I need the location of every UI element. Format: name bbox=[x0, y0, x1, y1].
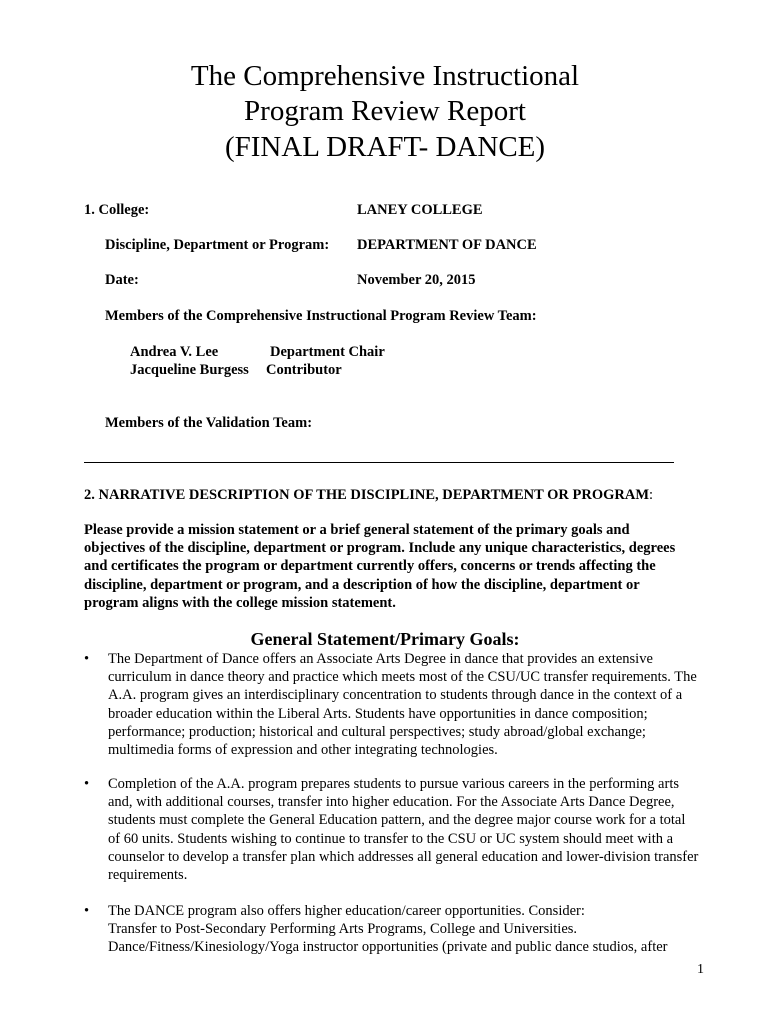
list-item-line: The DANCE program also offers higher education/career opportunities. Consider: bbox=[108, 903, 585, 919]
discipline-value: DEPARTMENT OF DANCE bbox=[357, 237, 537, 253]
section-2-heading-colon: : bbox=[649, 487, 654, 503]
member-name: Jacqueline Burgess bbox=[130, 362, 249, 378]
report-title-line-3: (FINAL DRAFT- DANCE) bbox=[224, 131, 546, 163]
discipline-label: Discipline, Department or Program: bbox=[105, 237, 330, 253]
list-item-text: The Department of Dance offers an Associate Arts Degree in dance that provides an extensive curriculum in dance theory and practice which meets most of the CSU/UC transfer requirements. The A.A. program gives an interdisciplinary concentration to students through dance in the context of a broader education within the Liberal Arts. Students have opportunities in dance composition; performance; production; historical and cultural perspectives; study abroad/global exchange; multimedia forms of expression and other integrating technologies. bbox=[108, 651, 697, 759]
general-statement-heading: General Statement/Primary Goals: bbox=[250, 629, 520, 649]
member-role: Contributor bbox=[266, 362, 342, 378]
report-title-line-2: Program Review Report bbox=[244, 95, 526, 127]
list-item-line: Dance/Fitness/Kinesiology/Yoga instructor opportunities (private and public dance studios, after bbox=[108, 939, 668, 956]
section-2-heading-text: 2. NARRATIVE DESCRIPTION OF THE DISCIPLINE, DEPARTMENT OR PROGRAM bbox=[84, 487, 650, 503]
bullet-icon: • bbox=[84, 776, 90, 792]
section-2-prompt: Please provide a mission statement or a brief general statement of the primary goals and objectives of the discipline, department or program. Include any unique characteristics, degrees and certificates the program or department currently offers, concerns or trends affecting the discipline, department or program, and a description of how the discipline, department or program aligns with the college mission statement. bbox=[84, 522, 676, 611]
member-name: Andrea V. Lee bbox=[130, 344, 219, 360]
date-label: Date: bbox=[105, 272, 139, 288]
list-item-text: Completion of the A.A. program prepares students to pursue various careers in the performing arts and, with additional courses, transfer into higher education. For the Associate Arts Dance Degree, students must complete the General Education pattern, and the degree major course work for a total of 60 units. Students wishing to continue to transfer to the CSU or UC system should meet with a counselor to develop a transfer plan which addresses all general education and lower-division transfer requirements. bbox=[108, 776, 699, 884]
date-value: November 20, 2015 bbox=[357, 272, 476, 288]
report-title-line-1: The Comprehensive Instructional bbox=[190, 60, 580, 92]
review-team-label: Members of the Comprehensive Instructional Program Review Team: bbox=[105, 308, 537, 324]
horizontal-divider bbox=[84, 462, 674, 463]
section-2-heading bbox=[84, 486, 653, 504]
college-value: LANEY COLLEGE bbox=[357, 202, 483, 218]
list-item-line: Transfer to Post-Secondary Performing Arts Programs, College and Universities. bbox=[108, 921, 578, 938]
bullet-icon: • bbox=[84, 903, 90, 919]
list-item-text bbox=[108, 902, 700, 957]
member-role: Department Chair bbox=[270, 344, 385, 360]
college-label: 1. College: bbox=[84, 202, 150, 218]
validation-team-label: Members of the Validation Team: bbox=[105, 415, 313, 431]
bullet-icon: • bbox=[84, 651, 90, 667]
page-number: 1 bbox=[697, 962, 704, 977]
